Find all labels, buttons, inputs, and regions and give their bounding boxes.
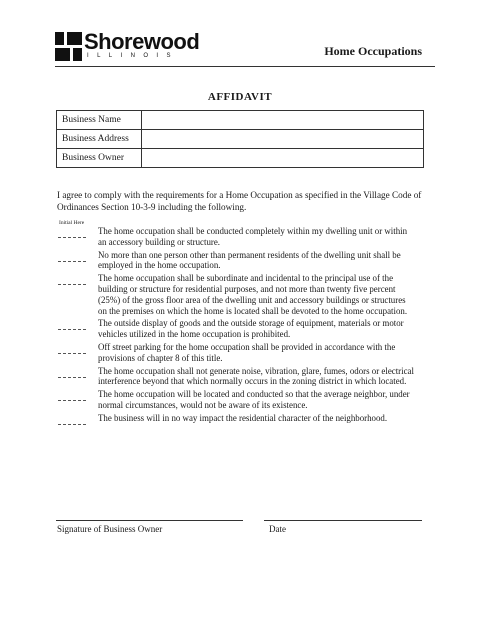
requirement-text: The business will in no way impact the residential character of the neighborhood. [98, 412, 388, 423]
initial-blank[interactable] [58, 344, 86, 354]
list-item [58, 250, 428, 272]
business-name-label: Business Name [57, 111, 142, 130]
initial-blank[interactable] [58, 320, 86, 330]
business-owner-label: Business Owner [57, 149, 142, 168]
requirement-text: The home occupation shall not generate noise, vibration, glare, fumes, odors or electrical interference beyond that which normally occurs in the zoning district in which located. [98, 365, 414, 387]
list-item [58, 226, 428, 248]
owner-signature-line[interactable] [56, 520, 243, 521]
business-owner-field[interactable] [142, 149, 424, 168]
table-row [57, 111, 424, 130]
requirement-text: The home occupation shall be conducted completely within my dwelling unit or within an accessory building or structure. [98, 226, 408, 247]
initial-blank[interactable] [58, 228, 86, 238]
initial-blank[interactable] [58, 391, 86, 401]
list-item [58, 342, 428, 364]
requirement-text: The home occupation shall be subordinate and incidental to the principal use of the building or structure for residential purposes, and not more than twenty five percent (25%) of the gross floor area of the dwelling unit and accessory buildings or structures on the premises on which the home is located shall be devoted to the home occupation. [98, 273, 408, 316]
document-title: Home Occupations [324, 44, 422, 58]
shorewood-logo-mark-icon [55, 32, 82, 61]
list-item [58, 366, 428, 388]
header-divider [55, 66, 435, 67]
requirement-text: The outside display of goods and the outside storage of equipment, materials or motor vehicles utilized in the home occupation is prohibited. [98, 318, 404, 340]
business-name-field[interactable] [142, 111, 424, 130]
initial-blank[interactable] [58, 252, 86, 262]
table-row [57, 130, 424, 149]
shorewood-logo [55, 30, 205, 64]
logo-state: ILLINOIS [87, 53, 179, 59]
table-row [57, 149, 424, 168]
initial-blank[interactable] [58, 275, 86, 285]
date-line[interactable] [264, 520, 422, 521]
initial-blank[interactable] [58, 415, 86, 425]
list-item [58, 273, 428, 316]
list-item [58, 413, 428, 425]
date-label: Date [269, 524, 286, 534]
list-item [58, 389, 428, 411]
intro-statement: I agree to comply with the requirements for a Home Occupation as specified in the Village Code of Ordinances Section 10-3-9 including the following. [57, 190, 422, 212]
logo-wordmark: Shorewood [84, 29, 200, 54]
requirements-list [58, 226, 428, 427]
owner-signature-label: Signature of Business Owner [57, 524, 163, 534]
requirement-text: No more than one person other than permanent residents of the dwelling unit shall be employed in the home occupation. [98, 249, 401, 271]
initial-blank[interactable] [58, 368, 86, 378]
initial-here-label: Initial Here [59, 220, 85, 226]
business-address-label: Business Address [57, 130, 142, 149]
requirement-text: Off street parking for the home occupation shall be provided in accordance with the provisions of chapter 8 of this title. [98, 341, 396, 363]
requirement-text: The home occupation will be located and conducted so that the average neighbor, under normal circumstances, would not be aware of its existence. [98, 389, 410, 410]
form-title: AFFIDAVIT [207, 91, 273, 103]
business-info-table [56, 110, 424, 168]
list-item [58, 318, 428, 340]
business-address-field[interactable] [142, 130, 424, 149]
